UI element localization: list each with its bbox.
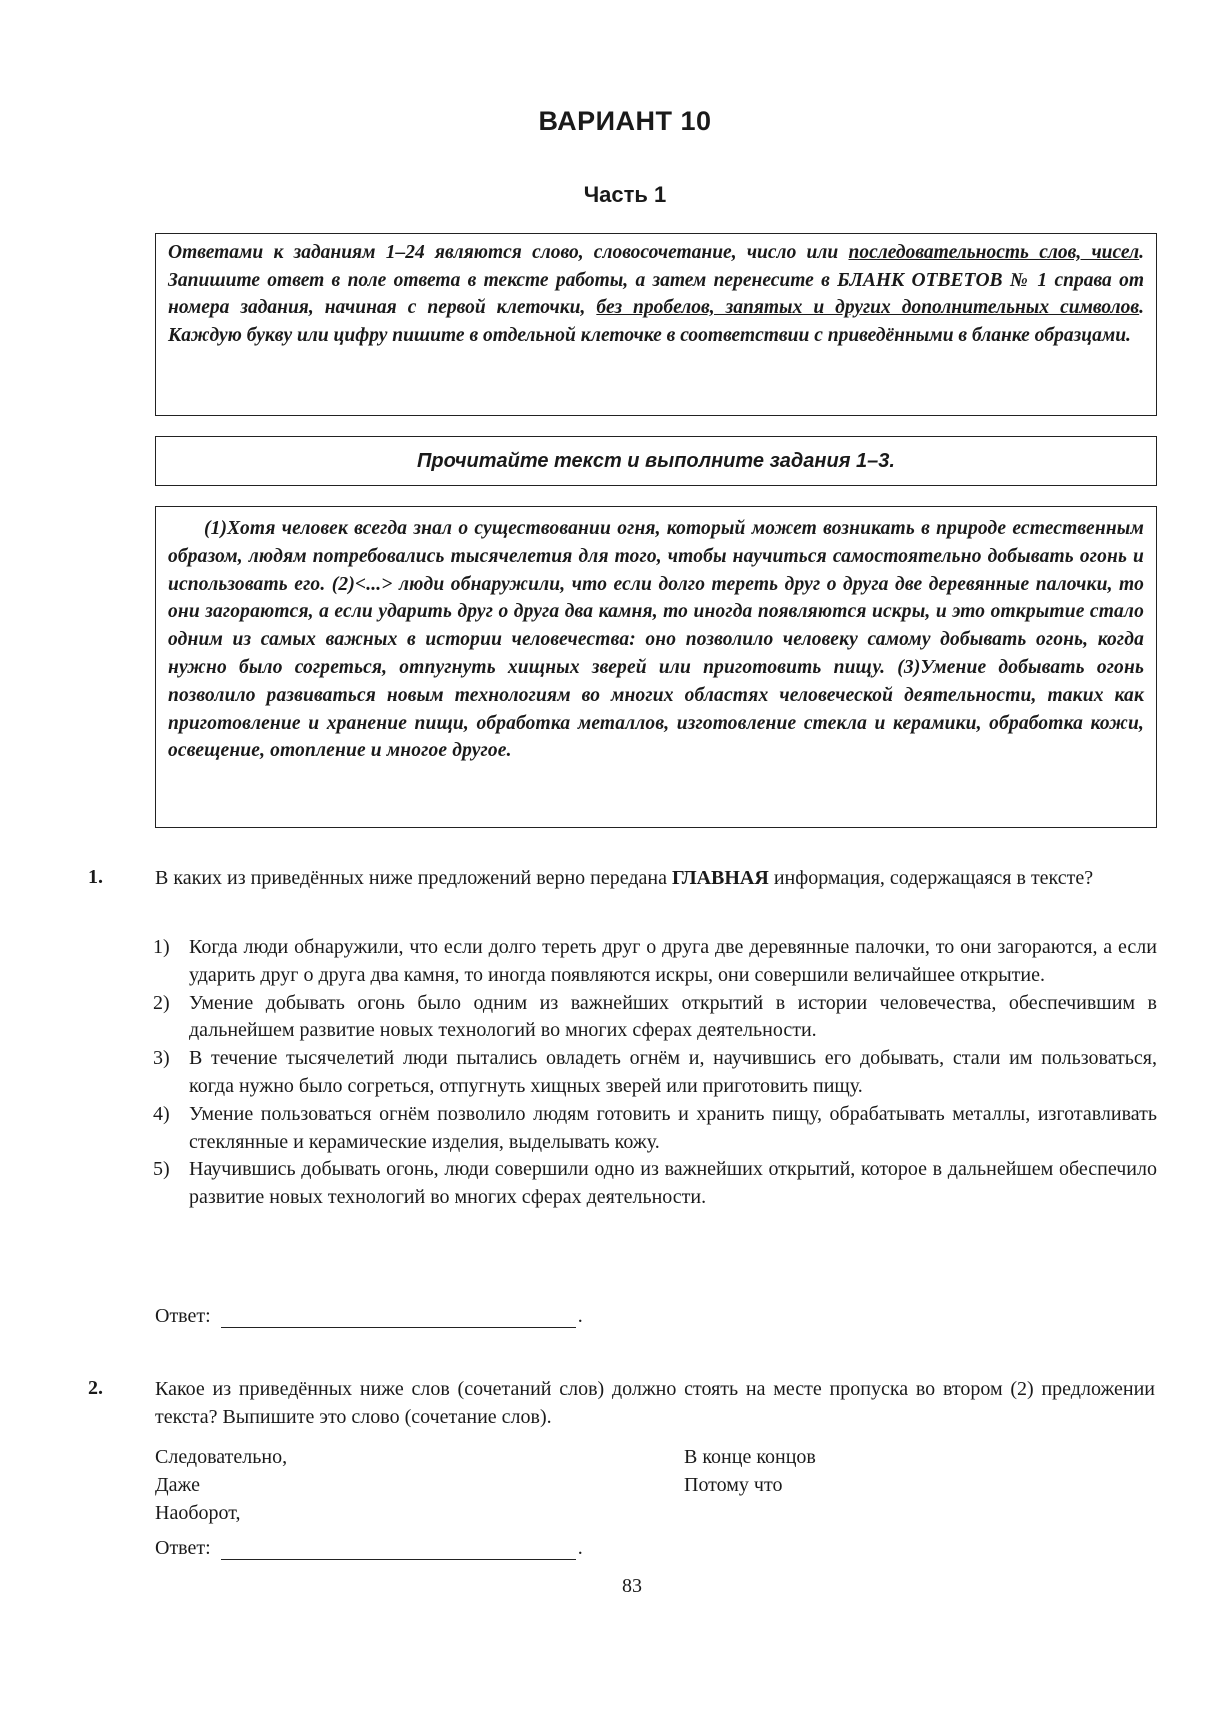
word-option: Следовательно, [155,1446,288,1468]
word-option: В конце концов [684,1446,816,1468]
task-1-option[interactable]: 1) Когда люди обнаружили, что если долго тереть друг о друга две деревянные палочки, то они загораются, а если ударить друг о друга два камня, то иногда появляются искры, они совершили величайшее открытие. [153,936,1157,986]
task-2-words-right [684,1443,816,1499]
task-1-question: В каких из приведённых ниже предложений верно передана ГЛАВНАЯ информация, содержащаяся в тексте? [155,867,1094,889]
word-option: Наоборот, [155,1502,241,1524]
task-1-option[interactable]: 3) В течение тысячелетий люди пытались овладеть огнём и, научившись его добывать, стали им пользоваться, когда нужно было согреться, отпугнуть хищных зверей или приготовить пищу. [153,1047,1157,1097]
task-2-answer: Ответ: . [155,1537,583,1559]
reading-text: (1)Хотя человек всегда знал о существовании огня, который может возникать в природе естественным образом, людям потребовались тысячелетия для того, чтобы научиться самостоятельно добывать огонь и использовать его. (2)<...> люди обнаружили, что если долго тереть друг о друга две деревянные палочки, то они загораются, а если ударить друг о друга два камня, то иногда появляются искры, и это открытие стало одним из самых важных в истории человечества: оно позволило человеку самому добывать огонь, когда нужно было согреться, отпугнуть хищных зверей или приготовить пищу. (3)Умение добывать огонь позволило развиваться новым технологиям во многих областях человеческой деятельности, таких как приготовление и хранение пищи, обработка металлов, изготовление стекла и керамики, обработка кожи, освещение, отопление и многое другое. [168,518,1144,762]
answer-field[interactable] [221,1307,576,1328]
task-1-number: 1. [88,866,103,888]
task-2-question: Какое из приведённых ниже слов (сочетаний слов) должно стоять на месте пропуска во втором (2) предложении текста? Выпишите это слово (сочетание слов). [155,1378,1155,1428]
answer-field[interactable] [221,1539,576,1560]
read-prompt: Прочитайте текст и выполните задания 1–3. [417,449,895,472]
task-1-options [153,934,1157,1212]
word-option: Даже [155,1474,200,1496]
instructions-text: Ответами к заданиям 1–24 являются слово, словосочетание, число или последовательность слов, чисел. Запишите ответ в поле ответа в тексте работы, а затем перенесите в БЛАНК ОТВЕТОВ № 1 справа от номера задания, начиная с первой клеточки, без пробелов, запятых и других дополнительных символов. Каждую букву или цифру пишите в отдельной клеточке в соответствии с приведёнными в бланке образцами. [168,242,1144,346]
reading-text-box [155,506,1157,828]
instructions-box [155,233,1157,416]
page-number: 83 [622,1575,642,1597]
task-1-answer: Ответ: . [155,1305,583,1327]
task-1-option[interactable]: 5) Научившись добывать огонь, люди совершили одно из важнейших открытий, которое в дальнейшем обеспечило развитие новых технологий во многих сферах деятельности. [153,1158,1157,1209]
answer-label: Ответ: [155,1305,211,1327]
word-option: Потому что [684,1474,783,1496]
task-2-words-left [155,1443,287,1527]
task-2-number: 2. [88,1377,103,1399]
part-title: Часть 1 [583,182,667,207]
variant-title: ВАРИАНТ 10 [538,106,712,136]
read-prompt-box [155,436,1157,486]
task-1-option[interactable]: 4) Умение пользоваться огнём позволило людям готовить и хранить пищу, обрабатывать металлы, изготавливать стеклянные и керамические изделия, выделывать кожу. [153,1102,1157,1153]
answer-label: Ответ: [155,1537,211,1559]
task-1-option[interactable]: 2) Умение добывать огонь было одним из важнейших открытий в истории человечества, обеспечившим в дальнейшем развитие новых технологий во многих сферах деятельности. [153,991,1157,1042]
